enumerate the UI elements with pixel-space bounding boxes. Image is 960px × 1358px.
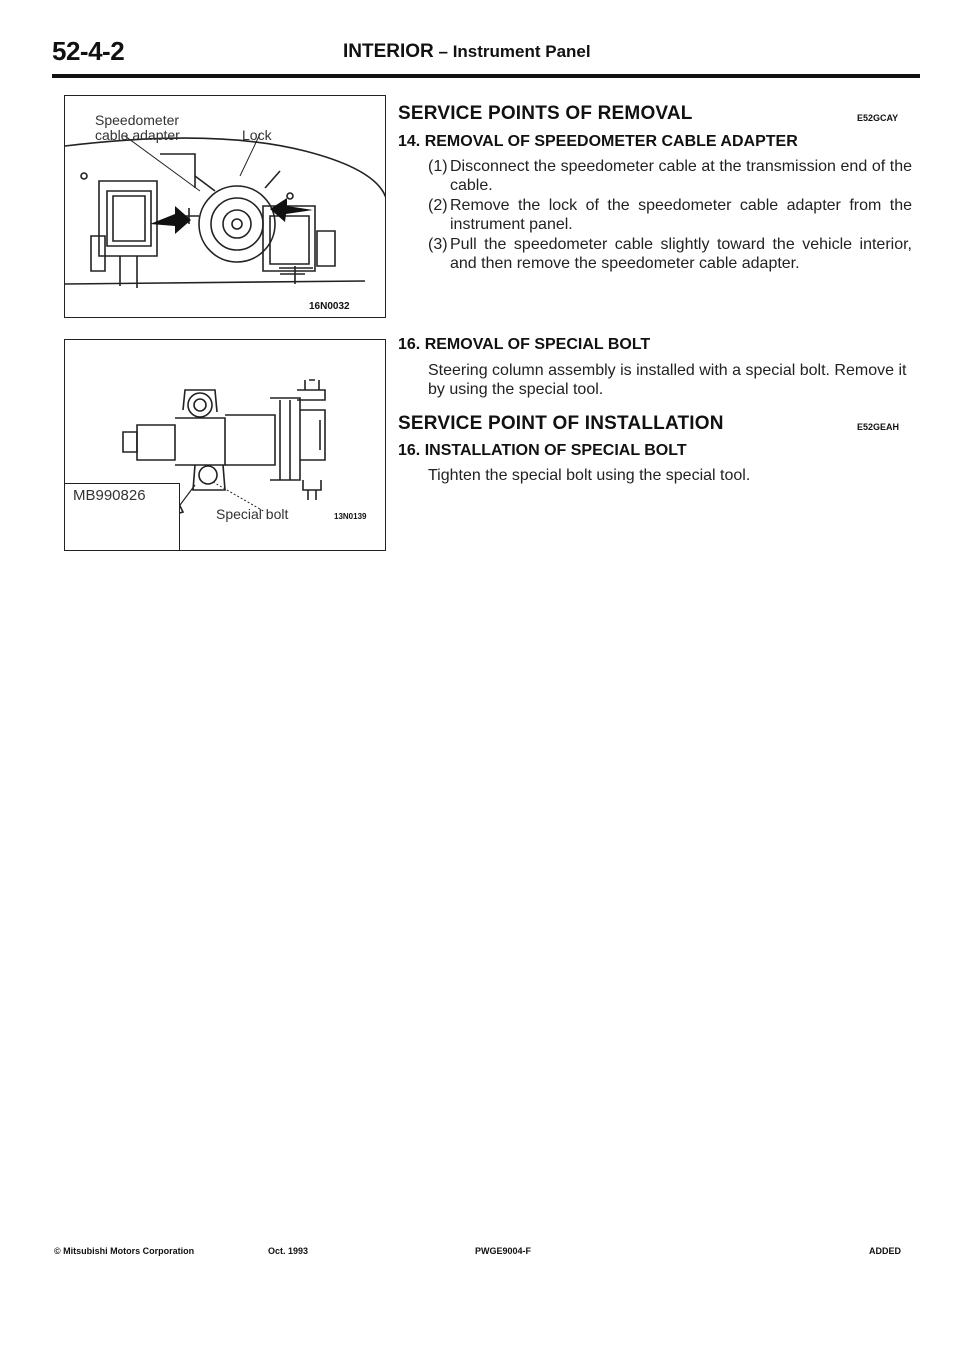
step-1 xyxy=(428,157,912,195)
heading-service-points-removal: SERVICE POINTS OF REMOVAL xyxy=(398,103,693,124)
heading-service-point-installation: SERVICE POINT OF INSTALLATION xyxy=(398,413,724,434)
step-text: Disconnect the speedometer cable at the transmission end of the cable. xyxy=(450,158,912,194)
footer-date: Oct. 1993 xyxy=(268,1246,309,1256)
step-3 xyxy=(428,235,912,273)
label-lock: Lock xyxy=(242,127,272,143)
section-name: INTERIOR xyxy=(343,41,434,62)
step-number: (3) xyxy=(428,236,448,253)
step-2 xyxy=(428,196,912,234)
subsection-name: Instrument Panel xyxy=(452,42,591,61)
figure-special-bolt xyxy=(64,339,386,551)
figure-code: 16N0032 xyxy=(309,301,350,312)
label-special-tool: MB990826 xyxy=(73,487,146,504)
footer-copyright: © Mitsubishi Motors Corporation xyxy=(54,1246,195,1256)
section-title xyxy=(343,41,591,63)
footer-status: ADDED xyxy=(869,1246,902,1256)
heading-code: E52GEAH xyxy=(857,422,900,432)
figure-code: 13N0139 xyxy=(334,512,367,521)
footer-doc-code: PWGE9004-F xyxy=(475,1246,532,1256)
step-text: Remove the lock of the speedometer cable adapter from the instrument panel. xyxy=(450,197,912,233)
step-number: (2) xyxy=(428,197,448,214)
label-speedometer xyxy=(95,113,180,143)
item-16-removal-title: 16. REMOVAL OF SPECIAL BOLT xyxy=(398,336,651,353)
label-speedometer-line1: Speedometer xyxy=(95,112,180,128)
step-number: (1) xyxy=(428,158,448,175)
header-rule xyxy=(52,74,920,78)
title-dash: – xyxy=(433,42,453,61)
page-number: 52-4-2 xyxy=(52,36,125,66)
item-16-removal-text: Steering column assembly is installed with a special bolt. Remove it by using the special tool. xyxy=(428,362,907,398)
heading-code: E52GCAY xyxy=(857,113,899,123)
item-14-title: 14. REMOVAL OF SPEEDOMETER CABLE ADAPTER xyxy=(398,133,798,150)
label-speedometer-line2: cable adapter xyxy=(95,127,180,143)
item-16-installation-title: 16. INSTALLATION OF SPECIAL BOLT xyxy=(398,442,687,459)
label-special-bolt: Special bolt xyxy=(216,506,289,522)
figure-speedometer-adapter xyxy=(64,95,386,318)
step-text: Pull the speedometer cable slightly toward the vehicle interior, and then remove the speedometer cable adapter. xyxy=(450,236,912,272)
item-16-installation-text: Tighten the special bolt using the special tool. xyxy=(428,467,751,484)
